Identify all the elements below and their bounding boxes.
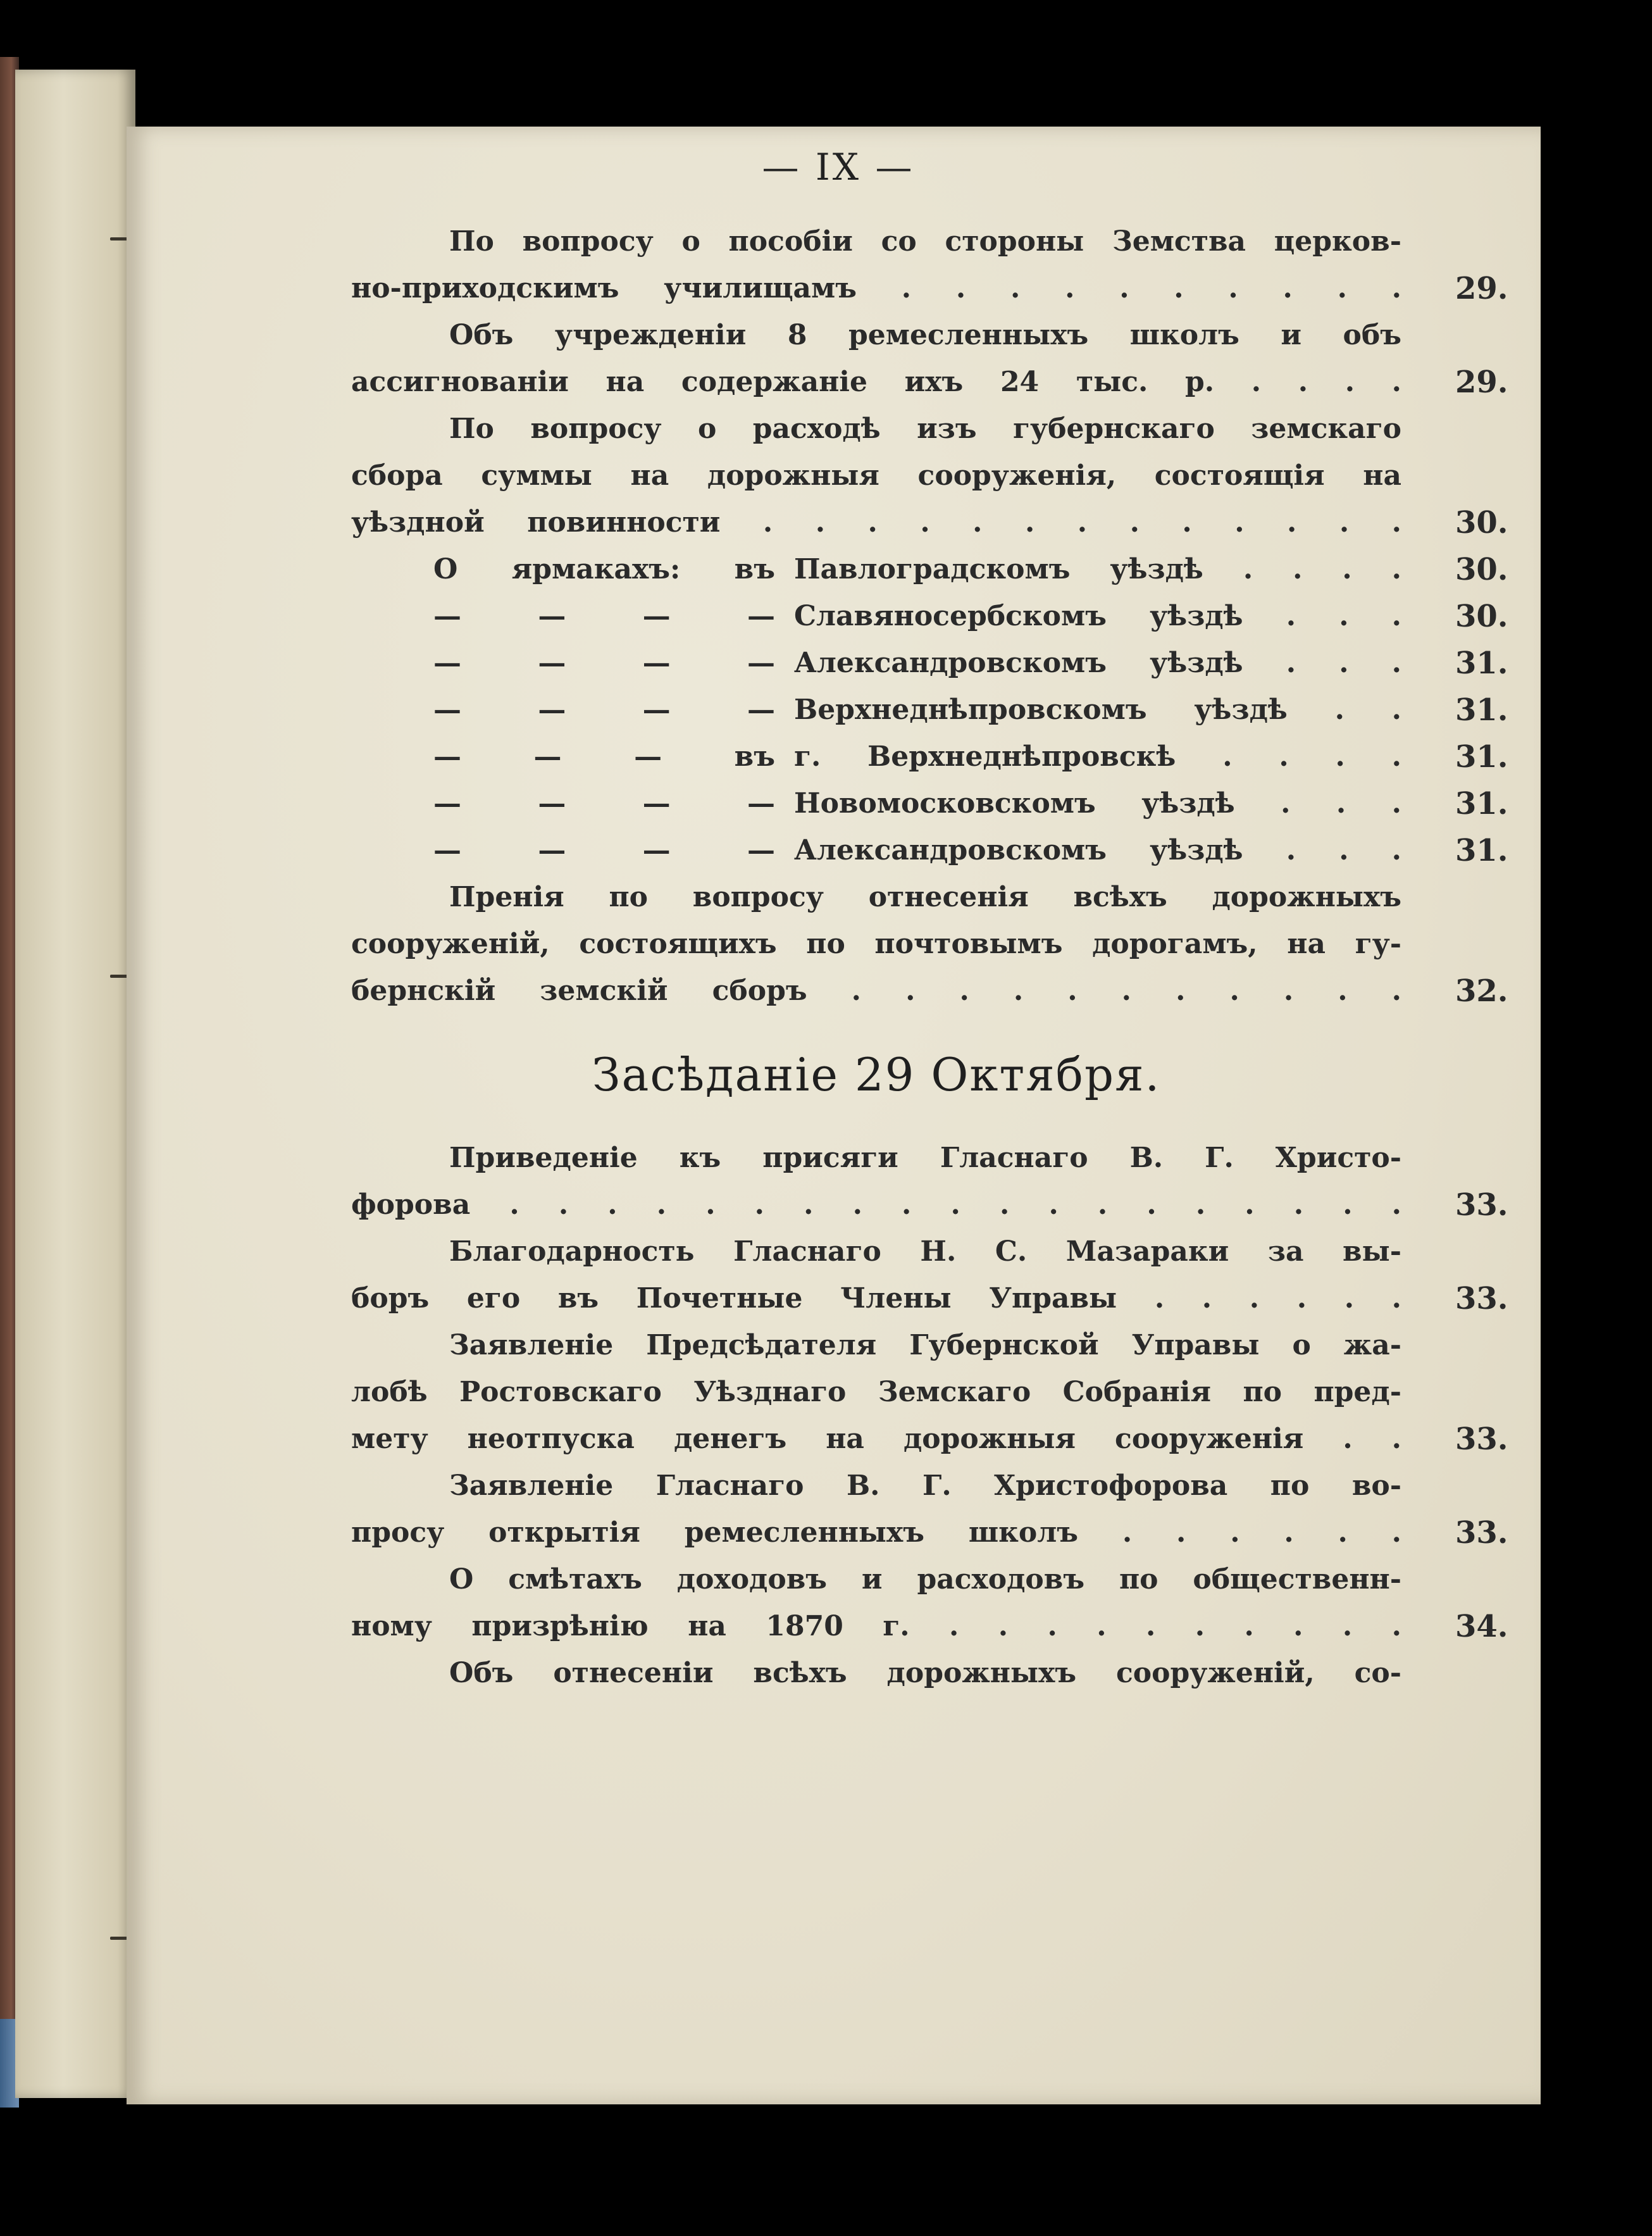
entry-text: По вопросу о расходѣ изъ губернскаго земскаго bbox=[449, 413, 1401, 445]
entry-text: просу открытія ремесленныхъ школъ . . . . . . bbox=[351, 1516, 1401, 1549]
entry-text: форова . . . . . . . . . . . . . . . . . . . bbox=[351, 1189, 1401, 1221]
toc-entry bbox=[351, 1322, 1522, 1463]
entry-text: Александровскомъ уѣздѣ . . . bbox=[794, 647, 1401, 679]
entry-text: лобѣ Ростовскаго Уѣзднаго Земскаго Собранія по пред- bbox=[351, 1376, 1401, 1408]
toc-entry bbox=[351, 1228, 1522, 1322]
toc-entry bbox=[351, 1135, 1522, 1228]
entry-prefix: — — — — bbox=[433, 787, 775, 820]
entry-text: сбора суммы на дорожныя сооруженія, состоящія на bbox=[351, 459, 1401, 492]
entry-text: г. Верхнеднѣпровскѣ . . . . bbox=[794, 740, 1401, 773]
entry-text: Заявленіе Гласнаго В. Г. Христофорова по во- bbox=[449, 1470, 1401, 1502]
entry-prefix: — — — — bbox=[433, 647, 775, 679]
entry-prefix: — — — — bbox=[433, 834, 775, 866]
toc-subentry bbox=[351, 734, 1522, 780]
toc-entry bbox=[351, 1650, 1522, 1697]
page-ref: 33. bbox=[1455, 1281, 1508, 1316]
entry-text: Александровскомъ уѣздѣ . . . bbox=[794, 834, 1401, 866]
page-ref: 31. bbox=[1455, 646, 1508, 681]
toc-entry bbox=[351, 874, 1522, 1015]
entry-text: ному призрѣнію на 1870 г. . . . . . . . . . . bbox=[351, 1610, 1401, 1642]
entry-text: мету неотпуска денегъ на дорожныя сооруженія . . bbox=[351, 1423, 1401, 1455]
toc-subentry bbox=[351, 780, 1522, 827]
page-ref: 34. bbox=[1455, 1609, 1508, 1644]
section-heading: Засѣданіе 29 Октября. bbox=[592, 1048, 1161, 1101]
page-ref: 30. bbox=[1455, 552, 1508, 587]
entry-prefix: — — — — bbox=[433, 694, 775, 726]
toc-subentry bbox=[351, 640, 1522, 687]
page-ref: 29. bbox=[1455, 365, 1508, 400]
page-ref: 33. bbox=[1455, 1515, 1508, 1551]
entry-text: Славяносербскомъ уѣздѣ . . . bbox=[794, 600, 1401, 632]
entry-text: бернскій земскій сборъ . . . . . . . . . . . bbox=[351, 975, 1401, 1007]
page-ref: 31. bbox=[1455, 739, 1508, 775]
entry-text: Заявленіе Предсѣдателя Губернской Управы о жа- bbox=[449, 1329, 1401, 1361]
entry-prefix: — — — въ bbox=[433, 740, 775, 773]
entry-text: уѣздной повинности . . . . . . . . . . . . . bbox=[351, 506, 1401, 539]
entry-text: боръ его въ Почетные Члены Управы . . . . . . bbox=[351, 1282, 1401, 1315]
entry-text: Объ отнесеніи всѣхъ дорожныхъ сооруженій, со- bbox=[449, 1657, 1401, 1689]
toc-entry bbox=[351, 312, 1522, 406]
page-number: — IX — bbox=[762, 146, 915, 189]
page-ref: 33. bbox=[1455, 1421, 1508, 1457]
entry-text: Приведеніе къ присяги Гласнаго В. Г. Христо- bbox=[449, 1142, 1401, 1174]
entry-text: Объ учрежденіи 8 ремесленныхъ школъ и объ bbox=[449, 319, 1401, 351]
facing-page-edge bbox=[15, 70, 135, 2098]
entry-text: Верхнеднѣпровскомъ уѣздѣ . . bbox=[794, 694, 1401, 726]
toc-subentry bbox=[351, 827, 1522, 874]
toc-subentry bbox=[351, 593, 1522, 640]
entry-text: Пренія по вопросу отнесенія всѣхъ дорожныхъ bbox=[449, 881, 1401, 913]
entry-text: ассигнованіи на содержаніе ихъ 24 тыс. р. . . . . bbox=[351, 366, 1401, 398]
page-ref: 31. bbox=[1455, 692, 1508, 728]
entry-prefix: — — — — bbox=[433, 600, 775, 632]
toc-entry bbox=[351, 1556, 1522, 1650]
toc-subentry bbox=[351, 546, 1522, 593]
toc-entry bbox=[351, 218, 1522, 312]
entry-text: Благодарность Гласнаго Н. С. Мазараки за вы- bbox=[449, 1235, 1401, 1268]
entry-text: Павлоградскомъ уѣздѣ . . . . bbox=[794, 553, 1401, 585]
table-of-contents bbox=[351, 218, 1522, 1697]
toc-entry bbox=[351, 406, 1522, 546]
page-ref: 30. bbox=[1455, 599, 1508, 634]
page-ref: 33. bbox=[1455, 1187, 1508, 1223]
entry-text: Новомосковскомъ уѣздѣ . . . bbox=[794, 787, 1401, 820]
toc-entry bbox=[351, 1463, 1522, 1556]
entry-text: По вопросу о пособіи со стороны Земства церков- bbox=[449, 225, 1401, 258]
entry-prefix: О ярмакахъ: въ bbox=[433, 553, 775, 585]
toc-subentry bbox=[351, 687, 1522, 734]
page-ref: 32. bbox=[1455, 973, 1508, 1009]
entry-text: О смѣтахъ доходовъ и расходовъ по общественн- bbox=[449, 1563, 1401, 1596]
page-ref: 31. bbox=[1455, 833, 1508, 868]
entry-text: сооруженій, состоящихъ по почтовымъ дорогамъ, на гу- bbox=[351, 928, 1401, 960]
page-ref: 30. bbox=[1455, 505, 1508, 540]
page-ref: 31. bbox=[1455, 786, 1508, 821]
page-ref: 29. bbox=[1455, 271, 1508, 306]
entry-text: но-приходскимъ училищамъ . . . . . . . . . . bbox=[351, 272, 1401, 304]
